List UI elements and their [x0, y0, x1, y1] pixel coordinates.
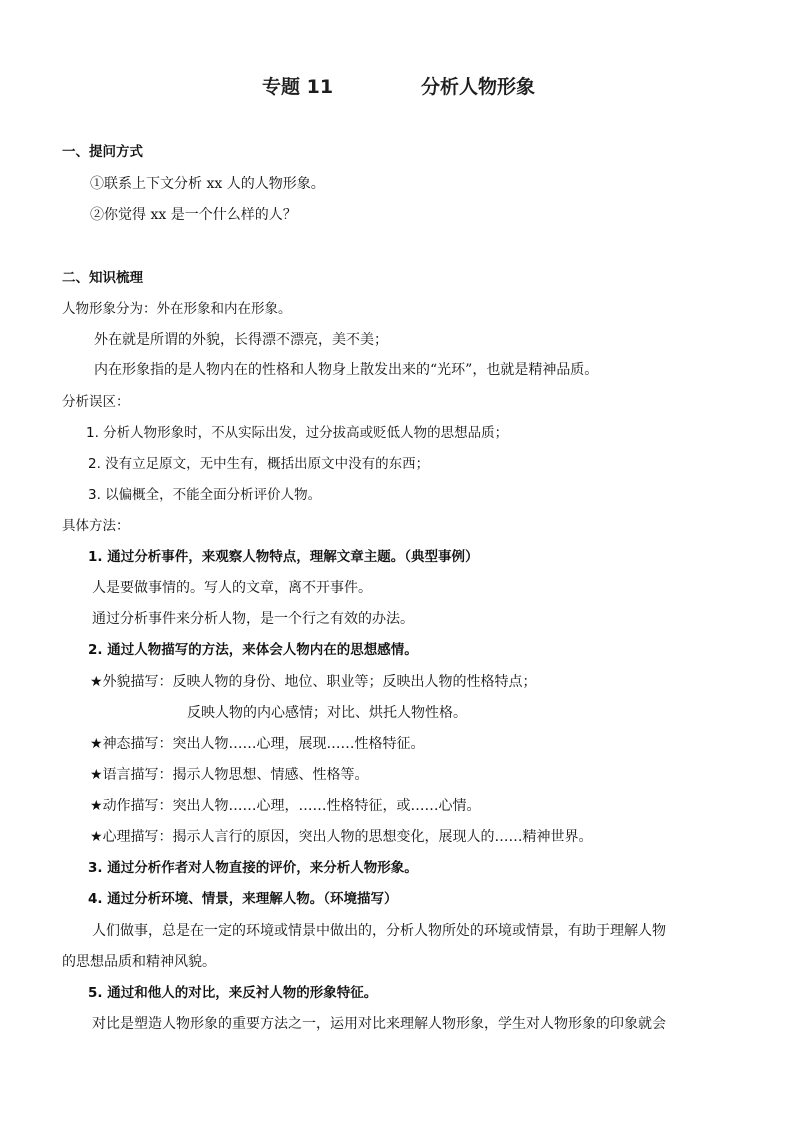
section-heading-questions: 一、提问方式: [62, 144, 143, 160]
method-3-title: 3. 通过分析作者对人物直接的评价，来分析人物形象。: [88, 860, 418, 876]
mistake-item: 1. 分析人物形象时，不从实际出发，过分拔高或贬低人物的思想品质；: [86, 425, 509, 441]
question-item: ②你觉得 xx 是一个什么样的人？: [90, 207, 297, 223]
intro-text: 人物形象分为：外在形象和内在形象。: [62, 301, 292, 317]
description-item-expression: ★神态描写：突出人物……心理，展现……性格特征。: [90, 736, 425, 752]
title-prefix: 专题 11: [262, 76, 334, 98]
method-1-title: 1. 通过分析事件，来观察人物特点，理解文章主题。（典型事例）: [88, 549, 479, 565]
title-text: 分析人物形象: [421, 76, 536, 98]
description-item-action: ★动作描写：突出人物……心理，……性格特征，或……心情。: [90, 798, 481, 814]
method-5-text: 对比是塑造人物形象的重要方法之一，运用对比来理解人物形象，学生对人物形象的印象就会: [92, 1016, 666, 1032]
mistake-item: 2. 没有立足原文，无中生有，概括出原文中没有的东西；: [88, 456, 430, 472]
description-item-psychology: ★心理描写：揭示人言行的原因，突出人物的思想变化，展现人的……精神世界。: [90, 829, 593, 845]
description-item-language: ★语言描写：揭示人物思想、情感、性格等。: [90, 767, 369, 783]
methods-label: 具体方法：: [62, 518, 130, 534]
method-1-text: 人是要做事情的。写人的文章，离不开事件。: [92, 580, 372, 596]
star-icon: ★: [90, 674, 103, 690]
method-1-text: 通过分析事件来分析人物，是一个行之有效的办法。: [92, 611, 414, 627]
page-title: [0, 72, 794, 102]
method-2-title: 2. 通过人物描写的方法，来体会人物内在的思想感情。: [88, 642, 418, 658]
method-4-text: 人们做事，总是在一定的环境或情景中做出的，分析人物所处的环境或情景，有助于理解人物: [92, 923, 666, 939]
description-item-appearance: ★外貌描写：反映人物的身份、地位、职业等；反映出人物的性格特点；: [90, 674, 537, 690]
star-icon: ★: [90, 798, 103, 814]
star-icon: ★: [90, 829, 103, 845]
section-heading-knowledge: 二、知识梳理: [62, 270, 143, 286]
method-4-text-cont: 的思想品质和精神风貌。: [62, 954, 216, 970]
inner-image-text: 内在形象指的是人物内在的性格和人物身上散发出来的“光环”，也就是精神品质。: [94, 362, 599, 378]
outer-image-text: 外在就是所谓的外貌，长得漂不漂亮，美不美；: [94, 332, 388, 348]
star-icon: ★: [90, 767, 103, 783]
mistakes-label: 分析误区：: [62, 394, 130, 410]
star-icon: ★: [90, 736, 103, 752]
question-item: ①联系上下文分析 xx 人的人物形象。: [90, 176, 325, 192]
method-5-title: 5. 通过和他人的对比，来反衬人物的形象特征。: [88, 985, 378, 1001]
description-item-appearance-cont: 反映人物的内心感情；对比、烘托人物性格。: [187, 705, 467, 721]
method-4-title: 4. 通过分析环境、情景，来理解人物。（环境描写）: [88, 891, 398, 907]
mistake-item: 3. 以偏概全，不能全面分析评价人物。: [88, 487, 322, 503]
